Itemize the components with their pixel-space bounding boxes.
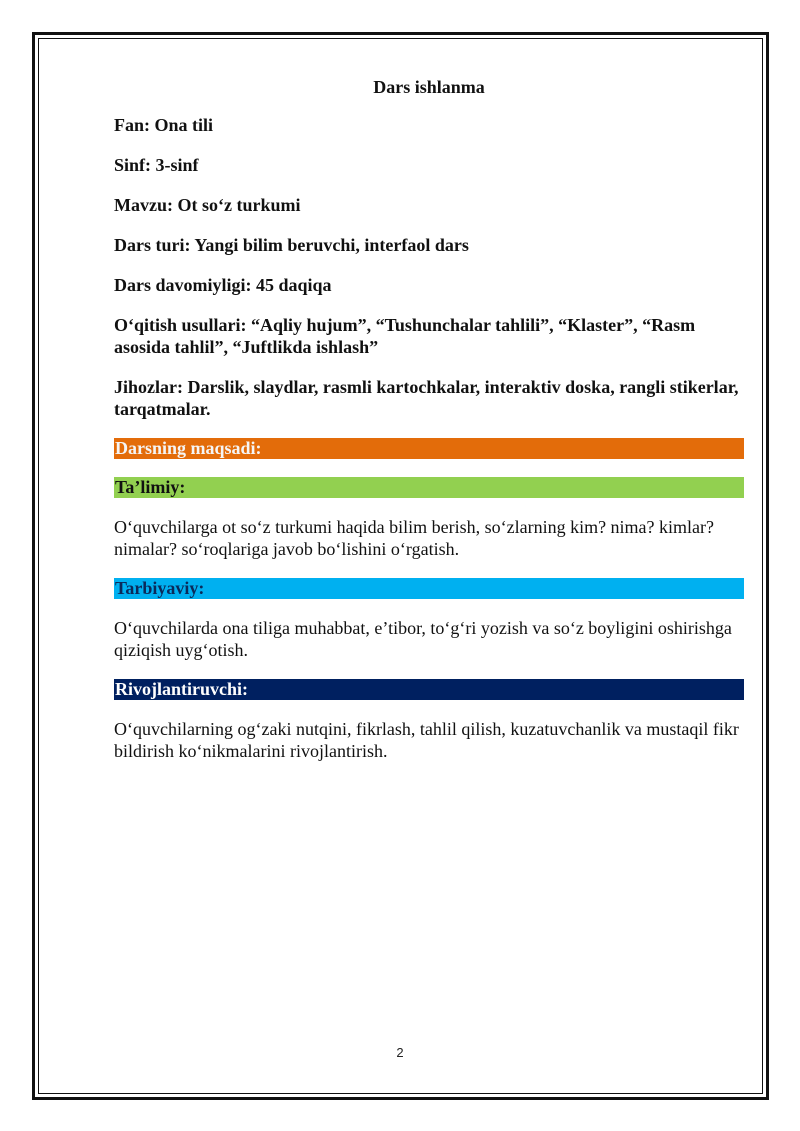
rivoj-text: O‘quvchilarning og‘zaki nutqini, fikrlash, tahlil qilish, kuzatuvchanlik va mustaqil fikr bildirish ko‘nikmalarini rivojlantirish. — [114, 719, 739, 761]
goal-heading: Darsning maqsadi: — [114, 438, 744, 459]
info-methods: O‘qitish usullari: “Aqliy hujum”, “Tushunchalar tahlili”, “Klaster”, “Rasm asosida tahlil”, “Juftlikda ishlash” — [114, 315, 696, 357]
talimiy-text: O‘quvchilarga ot so‘z turkumi haqida bilim berish, so‘zlarning kim? nima? kimlar? nimalar? so‘roqlariga javob bo‘lishini o‘rgatish. — [114, 517, 715, 559]
rivoj-heading: Rivojlantiruvchi: — [114, 679, 744, 700]
document-body — [114, 74, 744, 780]
info-duration: Dars davomiyligi: 45 daqiqa — [114, 275, 332, 295]
page-number: 2 — [396, 1045, 404, 1060]
talimiy-heading: Ta’limiy: — [114, 477, 744, 498]
tarbiyaviy-text: O‘quvchilarda ona tiliga muhabbat, e’tibor, to‘g‘ri yozish va so‘z boyligini oshirishga qiziqish uyg‘otish. — [114, 618, 732, 660]
info-grade: Sinf: 3-sinf — [114, 155, 199, 175]
info-subject: Fan: Ona tili — [114, 115, 214, 135]
info-topic: Mavzu: Ot so‘z turkumi — [114, 195, 301, 215]
tarbiyaviy-heading: Tarbiyaviy: — [114, 578, 744, 599]
info-lesson-type: Dars turi: Yangi bilim beruvchi, interfaol dars — [114, 235, 469, 255]
info-equipment: Jihozlar: Darslik, slaydlar, rasmli kartochkalar, interaktiv doska, rangli stikerlar, tarqatmalar. — [114, 377, 739, 419]
document-title: Dars ishlanma — [373, 77, 485, 97]
